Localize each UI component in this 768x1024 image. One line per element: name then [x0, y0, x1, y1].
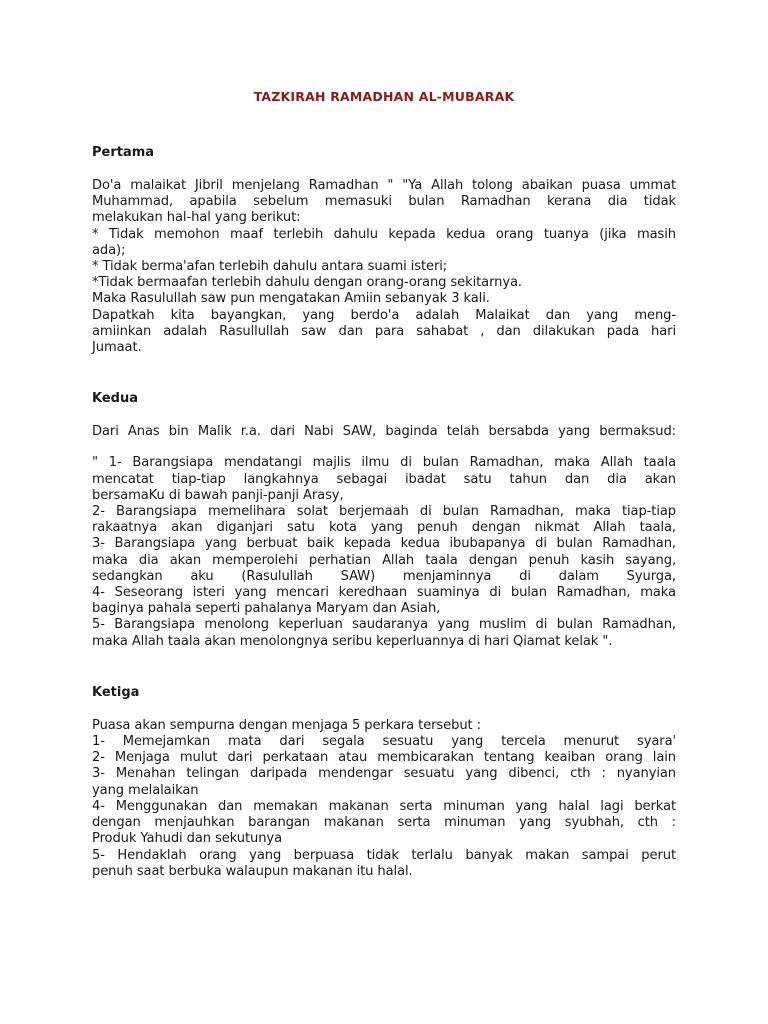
paragraph-line: 4- Seseorang isteri yang mencari keredhaan suaminya di bulan Ramadhan, maka	[92, 585, 676, 601]
paragraph-line: penuh saat berbuka walaupun makanan itu halal.	[92, 863, 413, 879]
paragraph-line: Maka Rasulullah saw pun mengatakan Amiin sebanyak 3 kali.	[92, 291, 490, 307]
section-heading-ketiga: Ketiga	[92, 684, 140, 700]
paragraph-line: melakukan hal-hal yang berikut:	[92, 210, 301, 226]
paragraph-line: 2- Menjaga mulut dari perkataan atau membicarakan tentang keaiban orang lain	[92, 750, 676, 766]
paragraph-line: 2- Barangsiapa memelihara solat berjemaah di bulan Ramadhan, maka tiap-tiap	[92, 504, 676, 520]
paragraph-line: 3- Barangsiapa yang berbuat baik kepada kedua ibubapanya di bulan Ramadhan,	[92, 536, 676, 552]
paragraph-line: 5- Barangsiapa menolong keperluan saudaranya yang muslim di bulan Ramadhan,	[92, 617, 676, 633]
paragraph-line: 5- Hendaklah orang yang berpuasa tidak terlalu banyak makan sampai perut	[92, 847, 676, 863]
paragraph-line: rakaatnya akan diganjari satu kota yang penuh dengan nikmat Allah taala,	[92, 520, 676, 536]
paragraph-line: amiinkan adalah Rasullullah saw dan para sahabat , dan dilakukan pada hari	[92, 323, 676, 339]
paragraph-line: 4- Menggunakan dan memakan makanan serta minuman yang halal lagi berkat	[92, 798, 676, 814]
section-heading-kedua: Kedua	[92, 391, 138, 407]
paragraph-line: dengan menjauhkan barangan makanan serta minuman yang syubhah, cth :	[92, 815, 676, 831]
paragraph-line: maka dia akan memperolehi perhatian Allah taala dengan penuh kasih sayang,	[92, 552, 676, 568]
paragraph-line: *Tidak bermaafan terlebih dahulu dengan orang-orang sekitarnya.	[92, 275, 522, 291]
section-heading-pertama: Pertama	[92, 145, 155, 160]
section-intro-kedua	[92, 424, 676, 440]
paragraph-line: bersamaKu di bawah panji-panji Arasy,	[92, 487, 344, 503]
paragraph-line: " 1- Barangsiapa mendatangi majlis ilmu di bulan Ramadhan, maka Allah taala	[92, 455, 676, 471]
section-body-ketiga	[92, 718, 676, 880]
paragraph-line: * Tidak berma'afan terlebih dahulu antara suami isteri;	[92, 259, 448, 275]
section-body-kedua	[92, 455, 676, 649]
paragraph-line: mencatat tiap-tiap langkahnya sebagai ibadat satu tahun dan dia akan	[92, 471, 676, 487]
document-page	[92, 88, 676, 880]
paragraph-line: maka Allah taala akan menolongnya seribu keperluannya di hari Qiamat kelak ".	[92, 633, 613, 649]
paragraph-line: 1- Memejamkan mata dari segala sesuatu yang tercela menurut syara'	[92, 734, 676, 750]
paragraph-line: Do'a malaikat Jibril menjelang Ramadhan " "Ya Allah tolong abaikan puasa ummat	[92, 178, 676, 193]
section-body-pertama	[92, 178, 676, 356]
paragraph-line: Dari Anas bin Malik r.a. dari Nabi SAW, baginda telah bersabda yang bermaksud:	[92, 424, 676, 440]
paragraph-line: Produk Yahudi dan sekutunya	[92, 831, 283, 847]
paragraph-line: Puasa akan sempurna dengan menjaga 5 perkara tersebut :	[92, 717, 481, 733]
paragraph-line: ada);	[92, 242, 126, 258]
paragraph-line: Jumaat.	[92, 340, 142, 356]
paragraph-line: Muhammad, apabila sebelum memasuki bulan Ramadhan kerana dia tidak	[92, 194, 676, 210]
paragraph-line: yang melalaikan	[92, 782, 199, 798]
paragraph-line: baginya pahala seperti pahalanya Maryam dan Asiah,	[92, 601, 441, 617]
paragraph-line: Dapatkah kita bayangkan, yang berdo'a adalah Malaikat dan yang meng-	[92, 307, 676, 323]
paragraph-line: * Tidak memohon maaf terlebih dahulu kepada kedua orang tuanya (jika masih	[92, 226, 676, 242]
paragraph-line: sedangkan aku (Rasulullah SAW) menjaminnya di dalam Syurga,	[92, 568, 676, 584]
paragraph-line: 3- Menahan telingan daripada mendengar sesuatu yang dibenci, cth : nyanyian	[92, 766, 676, 782]
document-title: TAZKIRAH RAMADHAN AL-MUBARAK	[253, 89, 515, 104]
